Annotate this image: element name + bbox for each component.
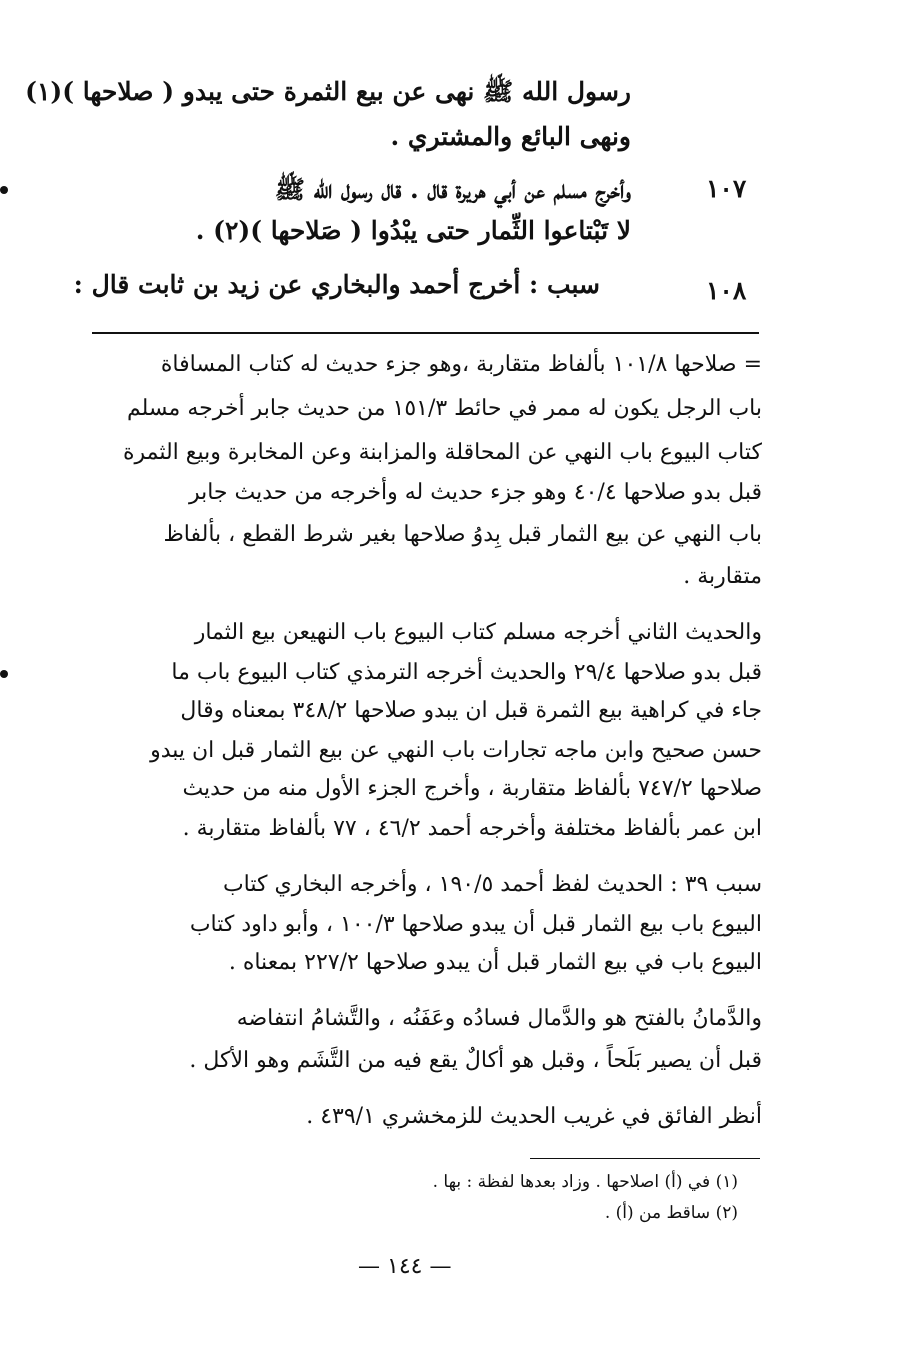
- note-line: أنظر الفائق في غريب الحديث للزمخشري ٤٣٩/١ .: [306, 1104, 762, 1129]
- note-line: باب الرجل يكون له ممر في حائط ١٥١/٣ من حديث جابر أخرجه مسلم: [126, 396, 762, 421]
- note-line: باب النهي عن بيع الثمار قبل بِدوُ صلاحها بغير شرط القطع ، بألفاظ: [163, 522, 762, 547]
- note-line: البيوع باب في بيع الثمار قبل أن يبدو صلاحها ٢٢٧/٢ بمعناه .: [228, 950, 762, 975]
- note-line: جاء في كراهية بيع الثمرة قبل ان يبدو صلاحها ٣٤٨/٢ بمعناه وقال: [180, 698, 762, 723]
- note-line: متقاربة .: [683, 564, 762, 589]
- main-text-line: وأخرج مسلم عن أبي هريرة قال . قال رسول الله ﷺ: [274, 175, 631, 204]
- separator-rule: [92, 332, 759, 334]
- item-number: ١٠٨: [706, 276, 747, 305]
- note-line: والحديث الثاني أخرجه مسلم كتاب البيوع باب النهيعن بيع الثمار: [194, 620, 762, 645]
- note-line: قبل بدو صلاحها ٤٠/٤ وهو جزء حديث له وأخرجه من حديث جابر: [188, 480, 762, 505]
- main-text-line: سبب : أخرج أحمد والبخاري عن زيد بن ثابت قال :: [73, 270, 600, 299]
- margin-mark: [0, 670, 8, 678]
- footnote: (١) في (أ) اصلاحها . وزاد بعدها لفظة : بها .: [432, 1172, 738, 1192]
- note-line: حسن صحيح وابن ماجه تجارات باب النهي عن بيع الثمار قبل ان يبدو: [150, 738, 762, 763]
- footnote: (٢) ساقط من (أ) .: [604, 1203, 738, 1223]
- main-text-line: لا تَبْتاعوا الثِّمار حتى يبْدُوا ( صَلاحها )(٢) .: [195, 216, 631, 245]
- page-number: — ١٤٤ —: [358, 1254, 452, 1279]
- note-line: = صلاحها ١٠١/٨ بألفاظ متقاربة ،وهو جزء حديث له كتاب المسافاة: [160, 352, 762, 377]
- note-line: والدَّمانُ بالفتح هو والدَّمال فسادُه وعَفَنُه ، والتَّشامُ انتفاضه: [236, 1006, 762, 1031]
- note-line: كتاب البيوع باب النهي عن المحاقلة والمزابنة وعن المخابرة وبيع الثمرة: [122, 440, 762, 465]
- main-text-line: رسول الله ﷺ نهى عن بيع الثمرة حتى يبدو ( صلاحها )(١): [25, 77, 631, 106]
- footnote-rule: [530, 1158, 760, 1159]
- margin-mark: [0, 186, 8, 194]
- main-text-line: ونهى البائع والمشتري .: [390, 122, 631, 151]
- note-line: صلاحها ٧٤٧/٢ بألفاظ متقاربة ، وأخرج الجزء الأول منه من حديث: [182, 776, 762, 801]
- note-line: البيوع باب بيع الثمار قبل أن يبدو صلاحها ١٠٠/٣ ، وأبو داود كتاب: [189, 912, 762, 937]
- note-line: ابن عمر بألفاظ مختلفة وأخرجه أحمد ٤٦/٢ ، ٧٧ بألفاظ متقاربة .: [182, 816, 762, 841]
- note-line: قبل بدو صلاحها ٢٩/٤ والحديث أخرجه الترمذي كتاب البيوع باب ما: [171, 660, 762, 685]
- note-line: سبب ٣٩ : الحديث لفظ أحمد ١٩٠/٥ ، وأخرجه البخاري كتاب: [222, 872, 762, 897]
- note-line: قبل أن يصير بَلَحاً ، وقبل هو أكالٌ يقع فيه من التَّشَم وهو الأكل .: [189, 1048, 762, 1073]
- item-number: ١٠٧: [706, 174, 747, 203]
